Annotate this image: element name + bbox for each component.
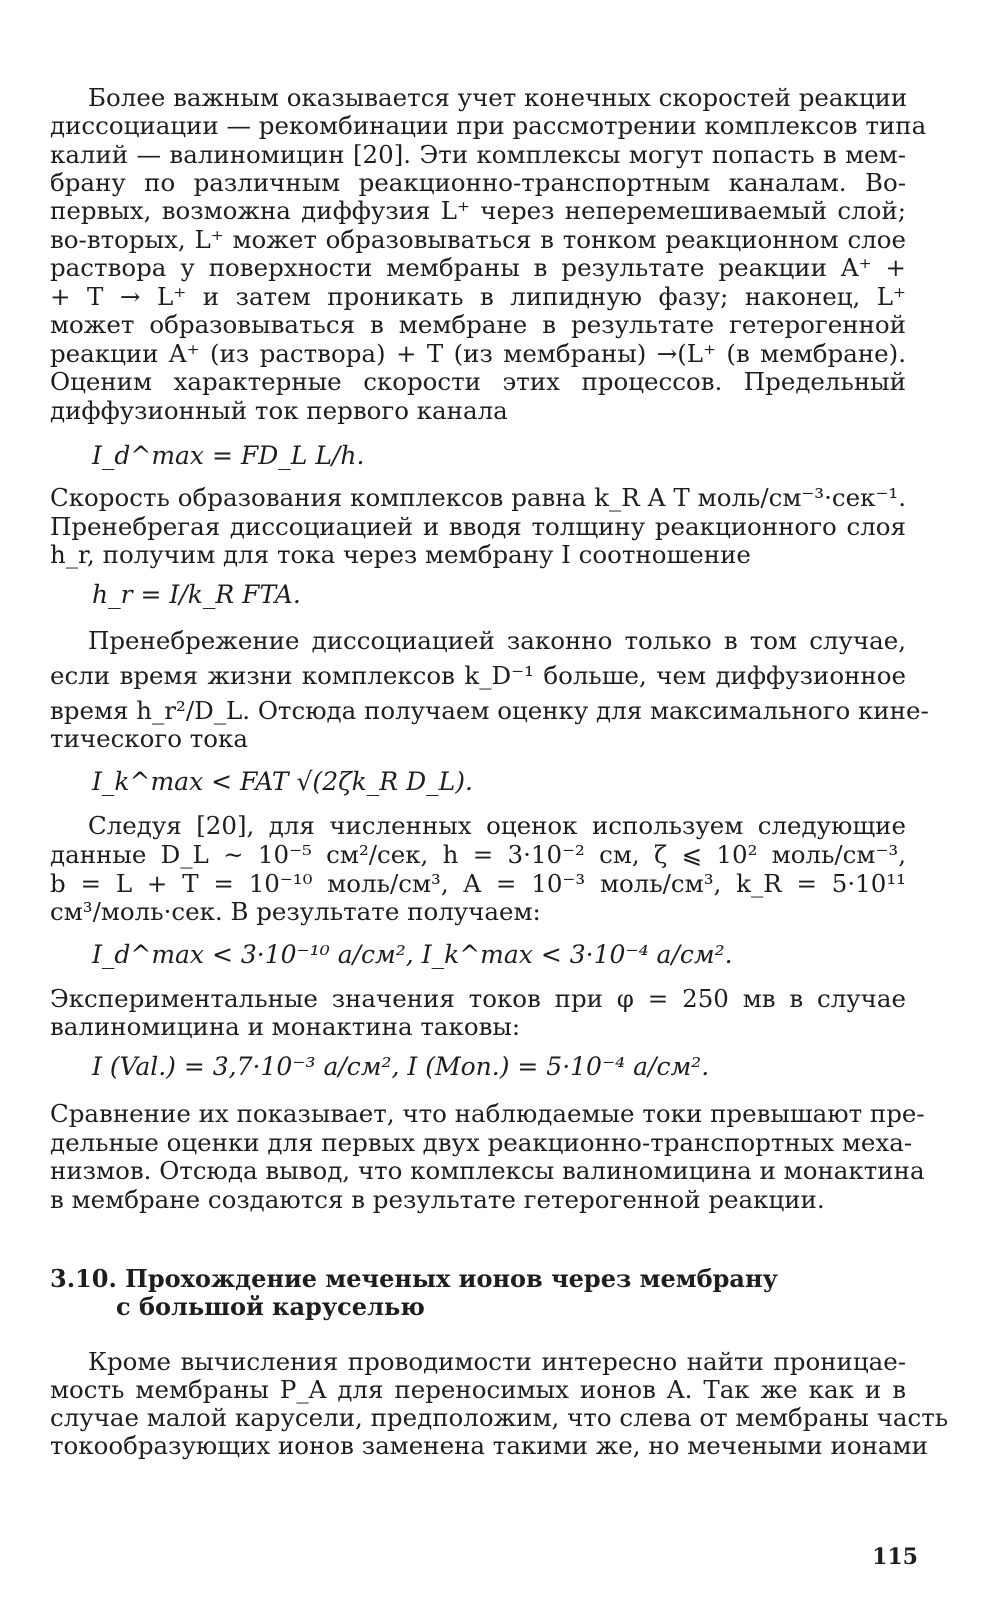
- text-line: + T → L⁺ и затем проникать в липидную фазу; наконец, L⁺: [50, 282, 906, 311]
- text-line: Оценим характерные скорости этих процессов. Предельный: [50, 367, 906, 396]
- text-line: Кроме вычисления проводимости интересно найти проницае-: [88, 1347, 906, 1376]
- text-line: реакции A⁺ (из раствора) + T (из мембраны) →(L⁺ (в мембране).: [50, 339, 906, 368]
- text-line: h_r, получим для тока через мембрану I соотношение: [50, 540, 751, 569]
- text-line: во-вторых, L⁺ может образовываться в тонком реакционном слое: [50, 225, 906, 254]
- text-line: валиномицина и монактина таковы:: [50, 1012, 521, 1041]
- formula-reaction-layer: h_r = I/k_R FTA.: [92, 580, 301, 609]
- page-number: 115: [872, 1544, 918, 1570]
- text-line: Экспериментальные значения токов при φ = 250 мв в случае: [50, 984, 906, 1013]
- text-line: дельные оценки для первых двух реакционно-транспортных меха-: [50, 1128, 913, 1157]
- text-line: мость мембраны P_A для переносимых ионов A. Так же как и в: [50, 1375, 906, 1404]
- text-line: Скорость образования комплексов равна k_R A T моль/см⁻³·сек⁻¹.: [50, 483, 906, 512]
- text-line: диссоциации — рекомбинации при рассмотрении комплексов типа: [50, 111, 927, 140]
- section-heading: [50, 1265, 778, 1293]
- text-line: см³/моль·сек. В результате получаем:: [50, 897, 541, 926]
- formula-kinetic-current: I_k^max < FAT √(2ζk_R D_L).: [92, 767, 473, 796]
- text-line: случае малой карусели, предположим, что слева от мембраны часть: [50, 1403, 949, 1432]
- formula-diffusion-current: I_d^max = FD_L L/h.: [92, 441, 365, 470]
- text-line: время h_r²/D_L. Отсюда получаем оценку для максимального кине-: [50, 696, 929, 725]
- text-line: Более важным оказывается учет конечных скоростей реакции: [88, 83, 908, 112]
- text-line: Следуя [20], для численных оценок используем следующие: [88, 811, 906, 840]
- text-line: может образовываться в мембране в результате гетерогенной: [50, 310, 906, 339]
- formula-current-estimates: I_d^max < 3·10⁻¹⁰ а/см², I_k^max < 3·10⁻⁴ а/см².: [92, 940, 733, 969]
- text-line: в мембране создаются в результате гетерогенной реакции.: [50, 1185, 825, 1214]
- text-line: если время жизни комплексов k_D⁻¹ больше, чем диффузионное: [50, 661, 906, 690]
- text-line: диффузионный ток первого канала: [50, 396, 508, 425]
- text-line: Сравнение их показывает, что наблюдаемые токи превышают пре-: [50, 1099, 925, 1128]
- formula-experimental-currents: I (Val.) = 3,7·10⁻³ а/см², I (Mon.) = 5·10⁻⁴ а/см².: [92, 1052, 710, 1081]
- text-line: раствора у поверхности мембраны в результате реакции A⁺ +: [50, 253, 906, 282]
- text-line: b = L + T = 10⁻¹⁰ моль/см³, A = 10⁻³ моль/см³, k_R = 5·10¹¹: [50, 869, 906, 898]
- text-line: токообразующих ионов заменена такими же, но мечеными ионами: [50, 1431, 928, 1460]
- text-line: Пренебрежение диссоциацией законно только в том случае,: [88, 626, 906, 655]
- text-line: первых, возможна диффузия L⁺ через неперемешиваемый слой;: [50, 196, 906, 225]
- section-number: 3.10.: [50, 1264, 117, 1293]
- text-line: низмов. Отсюда вывод, что комплексы валиномицина и монактина: [50, 1156, 925, 1185]
- section-title-line-1: Прохождение меченых ионов через мембрану: [125, 1264, 778, 1293]
- text-line: калий — валиномицин [20]. Эти комплексы могут попасть в мем-: [50, 140, 906, 169]
- section-title-line-2: с большой каруселью: [116, 1292, 425, 1321]
- text-line: данные D_L ~ 10⁻⁵ см²/сек, h = 3·10⁻² см, ζ ⩽ 10² моль/см⁻³,: [50, 840, 906, 869]
- text-line: тического тока: [50, 724, 248, 753]
- text-line: брану по различным реакционно-транспортным каналам. Во-: [50, 168, 906, 197]
- text-line: Пренебрегая диссоциацией и вводя толщину реакционного слоя: [50, 512, 906, 541]
